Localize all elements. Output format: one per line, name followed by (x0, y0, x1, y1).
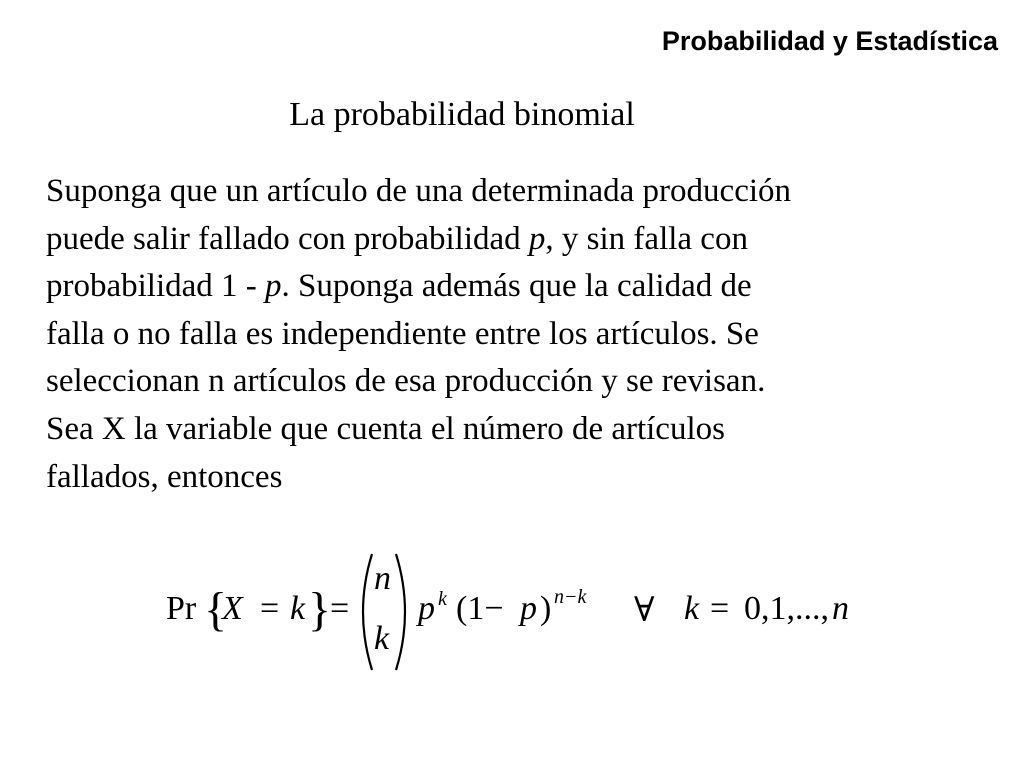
course-title: Probabilidad y Estadística (661, 26, 998, 56)
paragraph-line-1: Suponga que un artículo de una determinada producción (46, 173, 792, 209)
forall-symbol: ∀ (634, 592, 655, 629)
formula-one-minus: (1− (456, 590, 504, 627)
formula-variable-k: k (290, 590, 306, 627)
paragraph-line-4: falla o no falla es independiente entre los artículos. Se (46, 315, 759, 352)
paragraph-line-3-text-b: . Suponga además que la calidad de (281, 268, 752, 305)
paragraph-line-7: fallados, entonces (46, 458, 283, 495)
formula-variable-p: p (418, 590, 435, 627)
paragraph-line-3-variable-p: p (265, 268, 282, 305)
formula-equals-1: = (260, 590, 280, 627)
formula-exponent-n-minus-k: n−k (554, 586, 587, 608)
formula-variable-x: X (222, 590, 243, 627)
formula-left-brace: { (204, 583, 228, 636)
paragraph-line-3 (46, 263, 986, 311)
paragraph-line-2-text-a: puede salir fallado con probabilidad (46, 220, 529, 257)
paragraph-line-3-text-a: probabilidad 1 - (46, 268, 266, 305)
paragraph-line-6: Sea X la variable que cuenta el número de artículos (46, 410, 725, 447)
paragraph-line-5: seleccionan n artículos de esa producción y se revisan. (46, 363, 766, 400)
formula-equals-3: = (710, 590, 730, 627)
paragraph-line-2 (46, 216, 986, 264)
formula-variable-n: n (832, 590, 849, 627)
binomial-right-paren (392, 552, 416, 672)
formula-variable-k-2: k (684, 590, 700, 627)
slide-title: La probabilidad binomial (289, 96, 635, 133)
paragraph-line-2-variable-p: p (528, 220, 546, 257)
formula-pr: Pr (166, 590, 197, 627)
formula-variable-p-2: p (520, 590, 537, 627)
formula-close-paren: ) (540, 590, 552, 627)
binomial-left-paren (352, 552, 376, 672)
slide-paragraph (46, 168, 986, 501)
paragraph-line-2-text-b: , y sin falla con (545, 220, 748, 257)
binomial-bottom-k: k (374, 620, 390, 657)
formula-equals-2: = (330, 590, 350, 627)
formula-right-brace: } (308, 583, 332, 636)
formula-exponent-k: k (438, 588, 447, 610)
formula-range: 0,1,..., (744, 590, 829, 627)
binomial-formula (166, 548, 886, 678)
binomial-top-n: n (374, 560, 391, 597)
